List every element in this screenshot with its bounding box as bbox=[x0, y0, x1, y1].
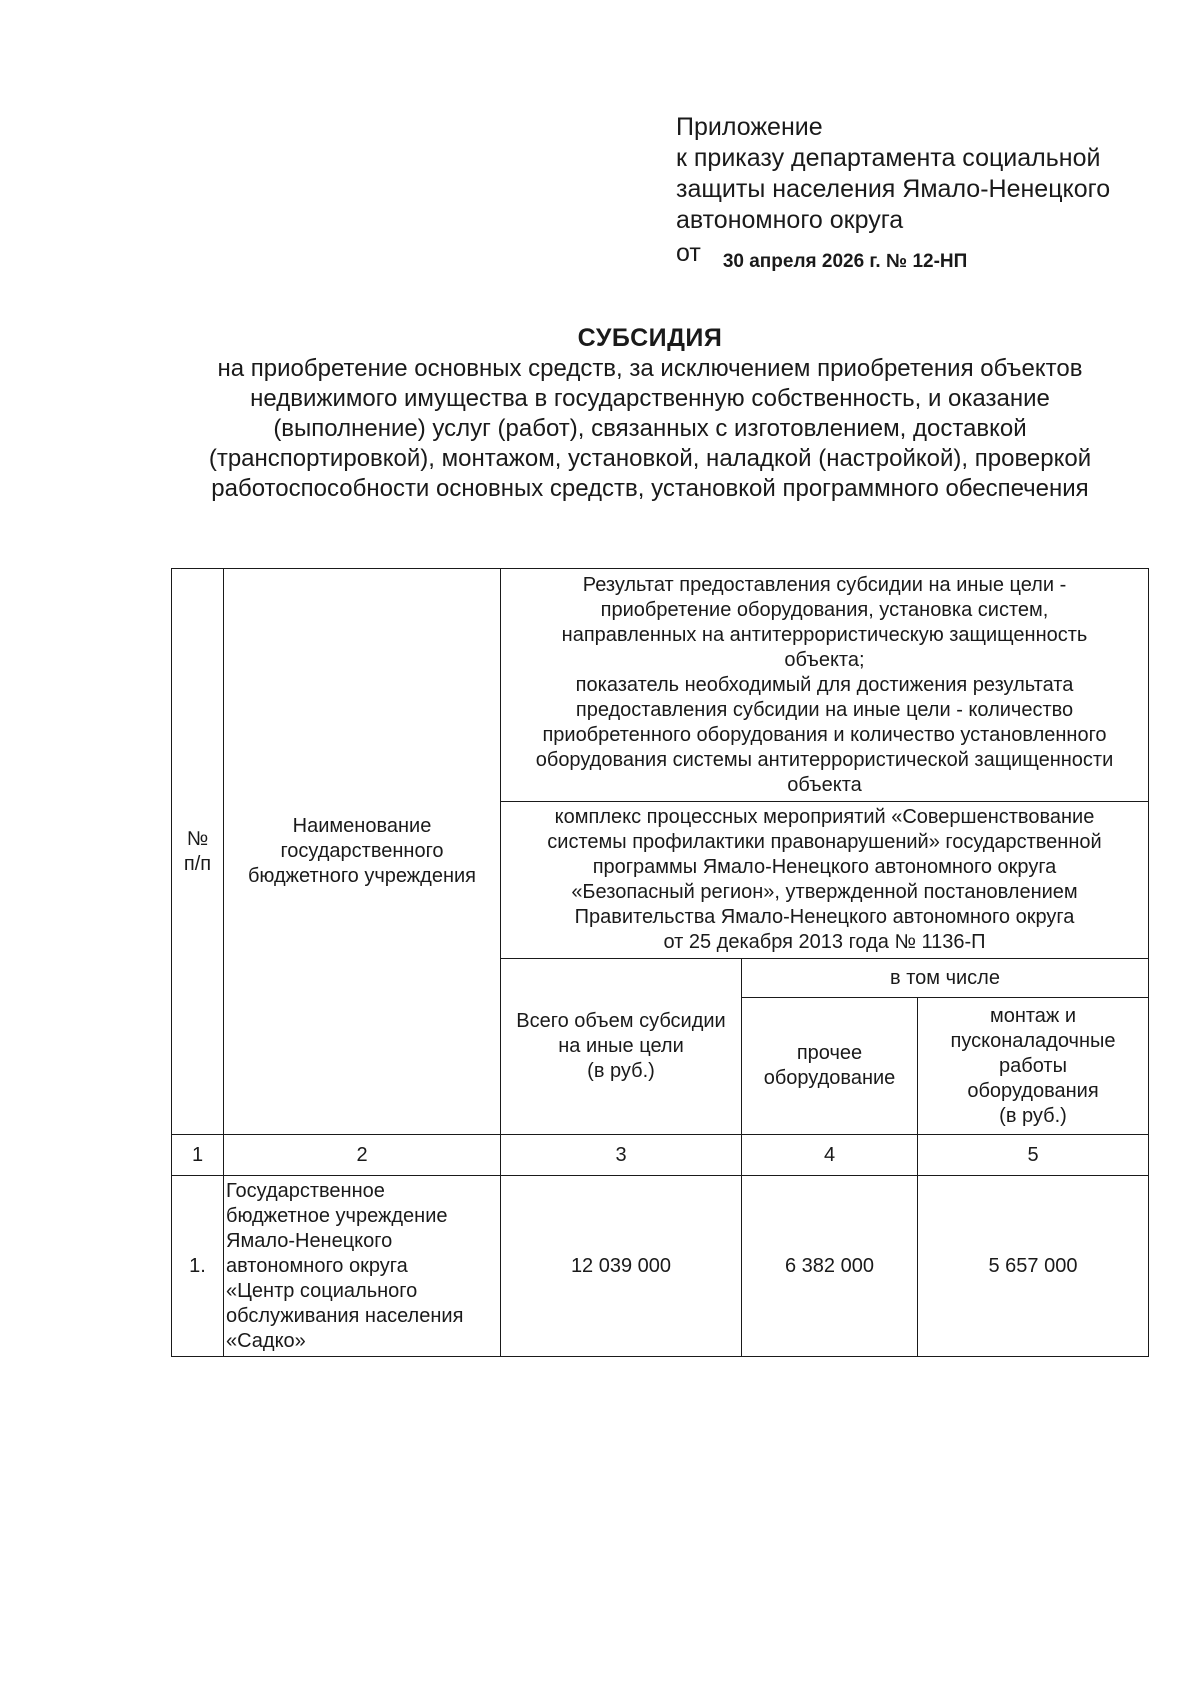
header-institution-label: Наименование bbox=[292, 815, 432, 837]
institution-name-line: бюджетное учреждение bbox=[226, 1204, 448, 1227]
program-line: Правительства Ямало-Ненецкого автономного округа bbox=[574, 906, 1075, 928]
column-number: 3 bbox=[501, 1135, 742, 1176]
result-line: объекта; bbox=[784, 648, 865, 671]
header-total-volume-cell bbox=[501, 959, 742, 1135]
program-line: «Безопасный регион», утвержденной постановлением bbox=[571, 881, 1078, 903]
institution-name-line: Ямало-Ненецкого bbox=[226, 1229, 393, 1252]
subsidy-table bbox=[171, 568, 1149, 1357]
program-line: системы профилактики правонарушений» государственной bbox=[547, 831, 1102, 853]
result-line: приобретенного оборудования и количество установленного bbox=[542, 723, 1107, 746]
appendix-header bbox=[676, 112, 1156, 271]
result-line: предоставления субсидии на иные цели - количество bbox=[575, 698, 1074, 721]
appendix-line: Приложение bbox=[676, 113, 823, 141]
column-number: 4 bbox=[742, 1135, 918, 1176]
date-prefix: от bbox=[676, 239, 701, 267]
result-line: показатель необходимый для достижения результата bbox=[575, 673, 1074, 696]
installation-label: монтаж и bbox=[989, 1004, 1077, 1027]
result-line: Результат предоставления субсидии на иные цели - bbox=[582, 573, 1067, 596]
appendix-line: к приказу департамента социальной bbox=[676, 144, 1101, 172]
total-volume-label: Всего объем субсидии bbox=[516, 1010, 726, 1032]
institution-name-line: Государственное bbox=[226, 1179, 385, 1202]
column-numbers-row bbox=[172, 1135, 1149, 1176]
header-row-result bbox=[172, 569, 1149, 802]
subtitle-line: работоспособности основных средств, установкой программного обеспечения bbox=[211, 475, 1089, 502]
result-line: оборудования системы антитеррористической защищенности bbox=[535, 748, 1114, 771]
document-subtitle bbox=[150, 354, 1150, 504]
installation-label: работы bbox=[999, 1054, 1067, 1077]
row-number: 1. bbox=[172, 1176, 224, 1357]
header-number-cell bbox=[172, 569, 224, 1135]
result-line: направленных на антитеррористическую защищенность bbox=[561, 623, 1088, 646]
order-date-number: 30 апреля 2026 г. № 12-НП bbox=[722, 251, 968, 272]
institution-name-cell bbox=[224, 1176, 501, 1357]
institution-name-line: автономного округа bbox=[226, 1254, 408, 1277]
subtitle-line: на приобретение основных средств, за исключением приобретения объектов bbox=[217, 355, 1083, 382]
institution-name-line: обслуживания населения bbox=[226, 1304, 464, 1327]
other-equipment-label: оборудование bbox=[763, 1067, 896, 1089]
subtitle-line: (выполнение) услуг (работ), связанных с изготовлением, доставкой bbox=[273, 415, 1027, 442]
column-number: 1 bbox=[172, 1135, 224, 1176]
header-other-equipment-cell bbox=[742, 998, 918, 1135]
header-number-label: № bbox=[186, 827, 209, 850]
program-line: комплекс процессных мероприятий «Совершенствование bbox=[554, 806, 1095, 828]
column-number: 5 bbox=[918, 1135, 1149, 1176]
equipment-value: 6 382 000 bbox=[742, 1176, 918, 1357]
total-subsidy-value: 12 039 000 bbox=[501, 1176, 742, 1357]
total-volume-label: (в руб.) bbox=[587, 1060, 655, 1082]
installation-label: оборудования bbox=[967, 1079, 1099, 1102]
document-title: СУБСИДИЯ bbox=[577, 324, 723, 352]
header-result-cell bbox=[501, 569, 1149, 802]
installation-label: (в руб.) bbox=[999, 1104, 1067, 1127]
total-volume-label: на иные цели bbox=[558, 1035, 684, 1057]
column-number: 2 bbox=[224, 1135, 501, 1176]
institution-name-line: «Садко» bbox=[226, 1329, 306, 1352]
subtitle-line: недвижимого имущества в государственную собственность, и оказание bbox=[250, 385, 1050, 412]
other-equipment-label: прочее bbox=[796, 1042, 863, 1064]
result-line: приобретение оборудования, установка систем, bbox=[600, 598, 1049, 621]
table-row bbox=[172, 1176, 1149, 1357]
appendix-date-line bbox=[676, 238, 1156, 271]
header-number-label: п/п bbox=[183, 852, 212, 875]
header-institution-label: бюджетного учреждения bbox=[247, 865, 477, 887]
header-including-cell: в том числе bbox=[742, 959, 1149, 998]
institution-name-line: «Центр социального bbox=[226, 1279, 418, 1302]
installation-value: 5 657 000 bbox=[918, 1176, 1149, 1357]
appendix-line: автономного округа bbox=[676, 206, 904, 234]
installation-label: пусконаладочные bbox=[950, 1029, 1116, 1052]
header-installation-cell bbox=[918, 998, 1149, 1135]
header-institution-cell bbox=[224, 569, 501, 1135]
program-line: программы Ямало-Ненецкого автономного округа bbox=[592, 856, 1057, 878]
header-institution-label: государственного bbox=[280, 840, 444, 862]
appendix-line: защиты населения Ямало-Ненецкого bbox=[676, 175, 1111, 203]
header-program-cell bbox=[501, 802, 1149, 959]
document-title-block bbox=[150, 322, 1150, 504]
subtitle-line: (транспортировкой), монтажом, установкой, наладкой (настройкой), проверкой bbox=[208, 445, 1092, 472]
program-line: от 25 декабря 2013 года № 1136-П bbox=[663, 931, 986, 953]
result-line: объекта bbox=[787, 773, 862, 796]
